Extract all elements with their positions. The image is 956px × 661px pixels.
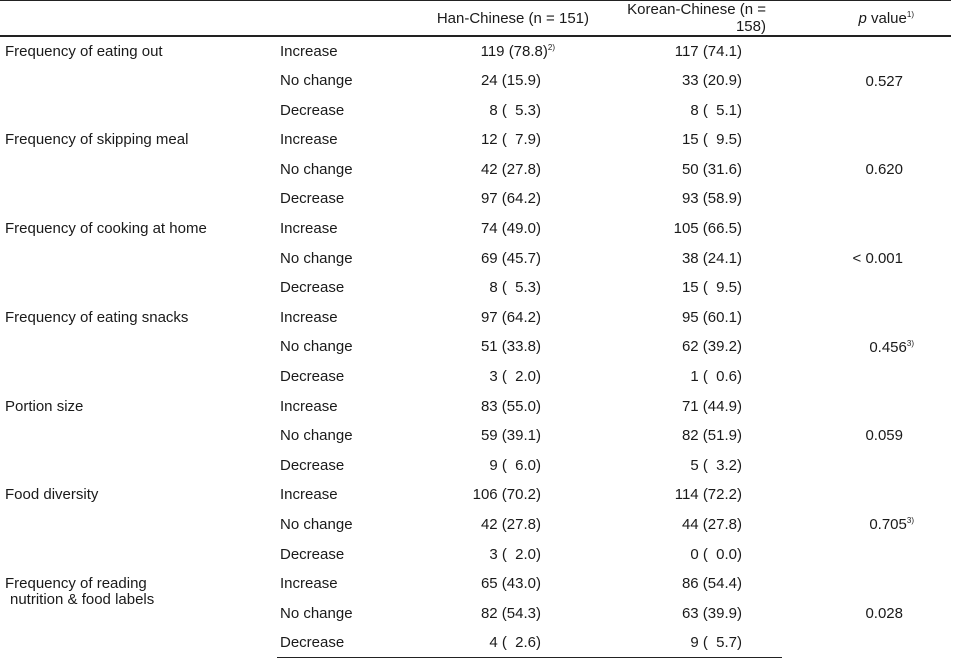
table-header-row: [0, 1, 951, 37]
p-value-cell: [782, 480, 951, 569]
korean-chinese-value: 1 ( 0.6): [690, 367, 742, 385]
category-label: No change: [280, 249, 353, 267]
variable-name: Portion size: [5, 397, 84, 415]
variable-label: [0, 125, 277, 214]
p-value: 0.705: [869, 516, 907, 534]
category-label: Increase: [280, 397, 338, 415]
han-count-percent: 65 (43.0): [480, 575, 541, 593]
category-label: Increase: [280, 131, 338, 149]
p-value-cell: [782, 36, 951, 125]
han-chinese-value: [412, 510, 597, 540]
korean-chinese-value: 105 (66.5): [673, 219, 742, 237]
han-chinese-value: [412, 303, 597, 333]
table-row: [0, 36, 951, 66]
p-value-cell: [782, 392, 951, 481]
korean-chinese-value: 63 (39.9): [681, 604, 742, 622]
variable-label: [0, 214, 277, 303]
han-count-percent: 69 (45.7): [480, 249, 541, 267]
han-chinese-value: [412, 628, 597, 658]
category-label: No change: [280, 338, 353, 356]
korean-chinese-value: 93 (58.9): [681, 190, 742, 208]
table-body: [0, 36, 951, 658]
table-row: [0, 125, 951, 155]
variable-name: Frequency of eating out: [5, 43, 163, 60]
variable-name: Frequency of eating snacks: [5, 308, 189, 326]
korean-chinese-value: 5 ( 3.2): [690, 456, 742, 474]
korean-chinese-value: 0 ( 0.0): [690, 545, 742, 563]
p-value-footnote-marker: 3): [906, 338, 914, 348]
han-count-percent: 51 (33.8): [480, 338, 541, 356]
han-chinese-value: [412, 184, 597, 214]
han-count-percent: 82 (54.3): [480, 604, 541, 622]
han-count-percent: 97 (64.2): [480, 308, 541, 326]
variable-label: [0, 303, 277, 392]
category-label: Decrease: [280, 545, 345, 563]
header-category: [277, 1, 412, 37]
korean-chinese-value: 82 (51.9): [681, 427, 742, 445]
han-chinese-value: [412, 244, 597, 274]
category-label: Decrease: [280, 456, 345, 474]
category-label: No change: [280, 72, 353, 89]
category-label: No change: [280, 604, 353, 622]
korean-chinese-value: 15 ( 9.5): [681, 131, 742, 149]
variable-name: Frequency of skipping meal: [5, 131, 189, 149]
han-chinese-value: [412, 36, 597, 66]
p-value: 0.059: [865, 427, 903, 445]
p-value: 0.456: [869, 338, 907, 356]
category-label: Decrease: [280, 279, 345, 297]
han-count-percent: 3 ( 2.0): [489, 545, 541, 563]
variable-label: [0, 36, 277, 125]
p-value: 0.620: [865, 161, 903, 179]
korean-chinese-value: 15 ( 9.5): [681, 279, 742, 297]
korean-chinese-value: 95 (60.1): [681, 308, 742, 326]
variable-label: [0, 392, 277, 481]
han-chinese-value: [412, 125, 597, 155]
header-p-value: [782, 1, 951, 37]
p-value: 0.028: [865, 604, 903, 622]
category-label: Increase: [280, 43, 338, 60]
p-value-footnote: 1): [906, 9, 914, 19]
han-count-percent: 42 (27.8): [480, 515, 541, 533]
category-label: No change: [280, 515, 353, 533]
han-chinese-value: [412, 480, 597, 510]
p-value-cell: [782, 303, 951, 392]
han-count-percent: 9 ( 6.0): [489, 456, 541, 474]
category-label: Increase: [280, 486, 338, 504]
han-count-percent: 119 (78.8): [480, 43, 548, 60]
p-value-cell: [782, 125, 951, 214]
han-count-percent: 8 ( 5.3): [489, 279, 541, 297]
table-row: [0, 480, 951, 510]
table-row: [0, 214, 951, 244]
variable-name-line2: nutrition & food labels: [10, 591, 155, 609]
han-count-percent: 83 (55.0): [480, 397, 541, 415]
han-count-percent: 97 (64.2): [480, 190, 541, 208]
han-chinese-value: [412, 362, 597, 392]
han-footnote: 2): [547, 43, 555, 52]
han-count-percent: 3 ( 2.0): [489, 367, 541, 385]
variable-name: Frequency of reading: [5, 575, 147, 593]
category-label: Decrease: [280, 190, 345, 208]
han-chinese-value: [412, 273, 597, 303]
han-chinese-value: [412, 569, 597, 599]
korean-chinese-value: 114 (72.2): [674, 486, 742, 504]
korean-chinese-value: 33 (20.9): [681, 72, 742, 89]
header-korean-chinese: Korean-Chinese (n = 158): [597, 1, 782, 37]
variable-name: Frequency of cooking at home: [5, 219, 207, 237]
table-row: [0, 303, 951, 333]
han-chinese-value: [412, 451, 597, 481]
han-chinese-value: [412, 214, 597, 244]
korean-chinese-value: 71 (44.9): [681, 397, 742, 415]
variable-label: [0, 569, 277, 658]
han-count-percent: 12 ( 7.9): [480, 131, 541, 149]
category-label: Decrease: [280, 367, 345, 385]
category-label: Increase: [280, 575, 338, 593]
category-label: Decrease: [277, 628, 412, 658]
table-row: [0, 392, 951, 422]
p-value: < 0.001: [852, 249, 903, 267]
han-chinese-value: [412, 332, 597, 362]
han-count-percent: 4 ( 2.6): [489, 634, 541, 652]
p-value: 0.527: [865, 72, 903, 90]
p-value-cell: [782, 214, 951, 303]
korean-chinese-value: 9 ( 5.7): [597, 628, 782, 658]
korean-chinese-value: 86 (54.4): [681, 575, 742, 593]
p-symbol: p: [858, 9, 867, 27]
korean-chinese-value: 8 ( 5.1): [690, 101, 742, 119]
category-label: Increase: [280, 219, 338, 237]
category-label: Decrease: [280, 101, 345, 119]
korean-chinese-value: 62 (39.2): [681, 338, 742, 356]
header-variable: [0, 1, 277, 37]
han-count-percent: 106 (70.2): [472, 486, 541, 504]
category-label: No change: [280, 160, 353, 178]
p-value-footnote-marker: 3): [906, 516, 914, 526]
han-chinese-value: [412, 421, 597, 451]
table-row: [0, 569, 951, 599]
han-chinese-value: [412, 155, 597, 185]
han-chinese-value: [412, 392, 597, 422]
han-count-percent: 24 (15.9): [480, 72, 541, 89]
han-count-percent: 74 (49.0): [480, 219, 541, 237]
han-chinese-value: [412, 540, 597, 570]
variable-label: [0, 480, 277, 569]
header-han-chinese: Han-Chinese (n = 151): [412, 1, 597, 37]
han-count-percent: 42 (27.8): [480, 160, 541, 178]
korean-chinese-value: 44 (27.8): [681, 515, 742, 533]
han-count-percent: 59 (39.1): [480, 427, 541, 445]
korean-chinese-value: 50 (31.6): [681, 160, 742, 178]
korean-chinese-value: 117 (74.1): [674, 43, 742, 60]
p-value-label: value: [866, 9, 907, 27]
category-label: Increase: [280, 308, 338, 326]
korean-chinese-value: 38 (24.1): [681, 249, 742, 267]
han-chinese-value: [412, 599, 597, 629]
variable-name: Food diversity: [5, 486, 99, 504]
p-value-cell: [782, 569, 951, 658]
category-label: No change: [280, 427, 353, 445]
han-chinese-value: [412, 66, 597, 96]
han-count-percent: 8 ( 5.3): [489, 101, 541, 119]
han-chinese-value: [412, 96, 597, 126]
